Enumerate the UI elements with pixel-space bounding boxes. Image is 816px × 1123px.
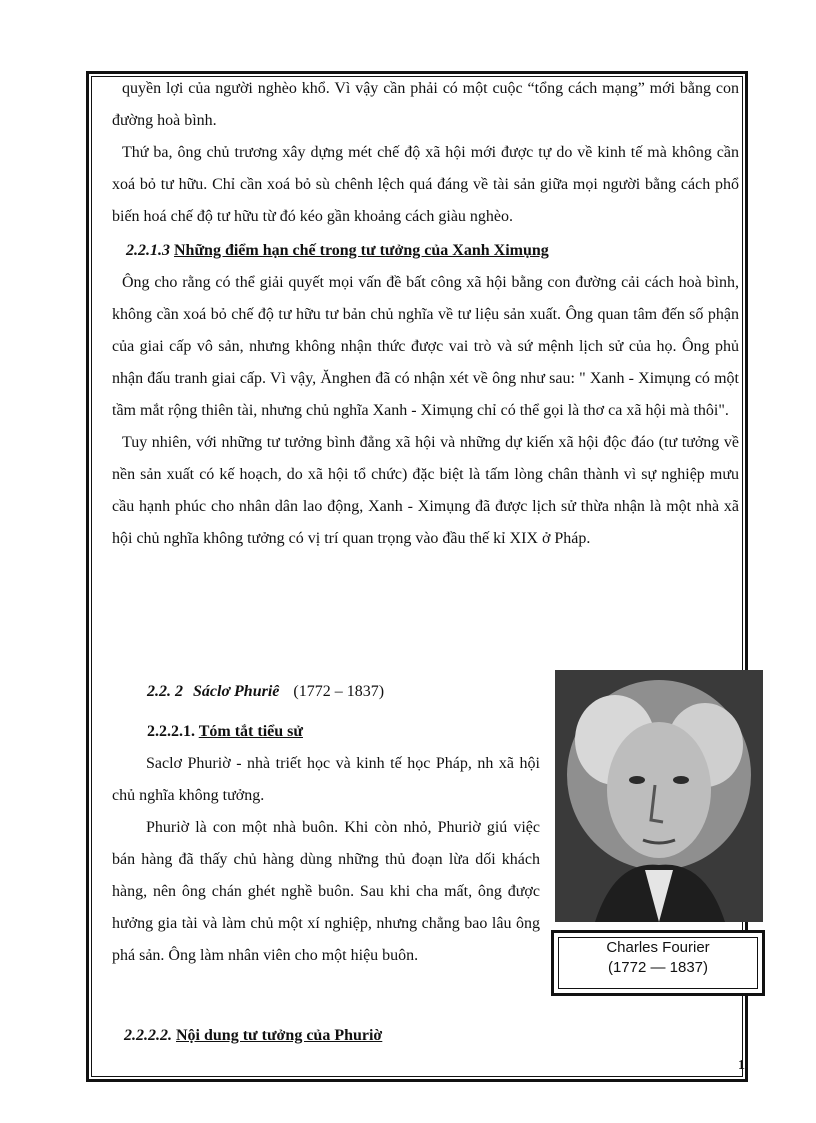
section-heading-222 bbox=[147, 676, 384, 708]
section-heading-2222 bbox=[124, 1020, 382, 1052]
paragraph: Tuy nhiên, với những tư tưởng bình đẳng xã hội và những dự kiến xã hội độc đáo (tư tưởng về nền sản xuất có kế hoạch, do xã hội tổ chức) đặc biệt là tấm lòng chân thành vì sự nghiệp mưu cầu hạnh phúc cho nhân dân lao động, Xanh - Ximụng đã được lịch sử thừa nhận là một nhà xã hội chủ nghĩa không tưởng có vị trí quan trọng vào đầu thế kỉ XIX ở Pháp. bbox=[112, 434, 739, 547]
caption-years: (1772 — 1837) bbox=[607, 959, 709, 976]
section-number: 2.2.1.3 bbox=[126, 242, 170, 259]
caption-name: Charles Fourier bbox=[606, 939, 710, 956]
biography-text-block bbox=[112, 748, 540, 972]
person-name: Sáclơ Phuriê bbox=[193, 683, 280, 700]
section-title: Nội dung tư tưởng của Phuriờ bbox=[176, 1027, 383, 1044]
page-number: 1 bbox=[738, 1058, 745, 1073]
section-heading-2213 bbox=[112, 235, 739, 267]
section-title: Tóm tắt tiểu sử bbox=[198, 723, 303, 740]
paragraph: Ông cho rằng có thể giải quyết mọi vấn đề bất công xã hội bằng con đường cải cách hoà bình, không cần xoá bỏ chế độ tư hữu tư bản chủ nghĩa về tư liệu sản xuất. Ông quan tâm đến số phận của giai cấp vô sản, nhưng không nhận thức được vai trò và sứ mệnh lịch sử của họ. Ông phủ nhận đấu tranh giai cấp. Vì vậy, Ănghen đã có nhận xét về ông như sau: " Xanh - Ximụng có một tầm mắt rộng thiên tài, nhưng chủ nghĩa Xanh - Ximụng chỉ có thể gọi là thơ ca xã hội mà thôi". bbox=[112, 274, 739, 419]
section-number: 2.2.2.2. bbox=[124, 1027, 172, 1044]
paragraph: Saclơ Phuriờ - nhà triết học và kinh tế học Pháp, nh xã hội chủ nghĩa không tưởng. bbox=[112, 755, 540, 804]
paragraph: Phuriờ là con một nhà buôn. Khi còn nhỏ, Phuriờ giú việc bán hàng đã thấy chủ hàng dùng những thủ đoạn lừa dối khách hàng, nên ông chán ghét nghề buôn. Sau khi cha mất, ông được hưởng gia tài và làm chủ một xí nghiệp, nhưng chẳng bao lâu ông phá sản. Ông làm nhân viên cho một hiệu buôn. bbox=[112, 819, 540, 964]
person-years: (1772 – 1837) bbox=[293, 683, 385, 700]
portrait-image bbox=[555, 670, 763, 922]
portrait-caption bbox=[555, 938, 761, 978]
section-title: Những điểm hạn chế trong tư tưởng của Xanh Ximụng bbox=[174, 242, 549, 259]
main-text-block bbox=[112, 73, 739, 555]
section-number: 2.2. 2 bbox=[147, 683, 183, 700]
paragraph: quyền lợi của người nghèo khổ. Vì vậy cần phải có một cuộc “tổng cách mạng” mới bằng con đường hoà bình. bbox=[112, 80, 739, 129]
section-heading-2221 bbox=[147, 716, 303, 748]
section-number: 2.2.2.1. bbox=[147, 723, 195, 740]
portrait-drawing bbox=[555, 670, 763, 922]
paragraph: Thứ ba, ông chủ trương xây dựng mét chế độ xã hội mới được tự do về kinh tế mà không cần xoá bỏ tư hữu. Chỉ cần xoá bỏ sù chênh lệch quá đáng về tài sản giữa mọi người bằng cách phổ biến hoá chế độ tư hữu từ đó kéo gần khoảng cách giàu nghèo. bbox=[112, 144, 739, 225]
